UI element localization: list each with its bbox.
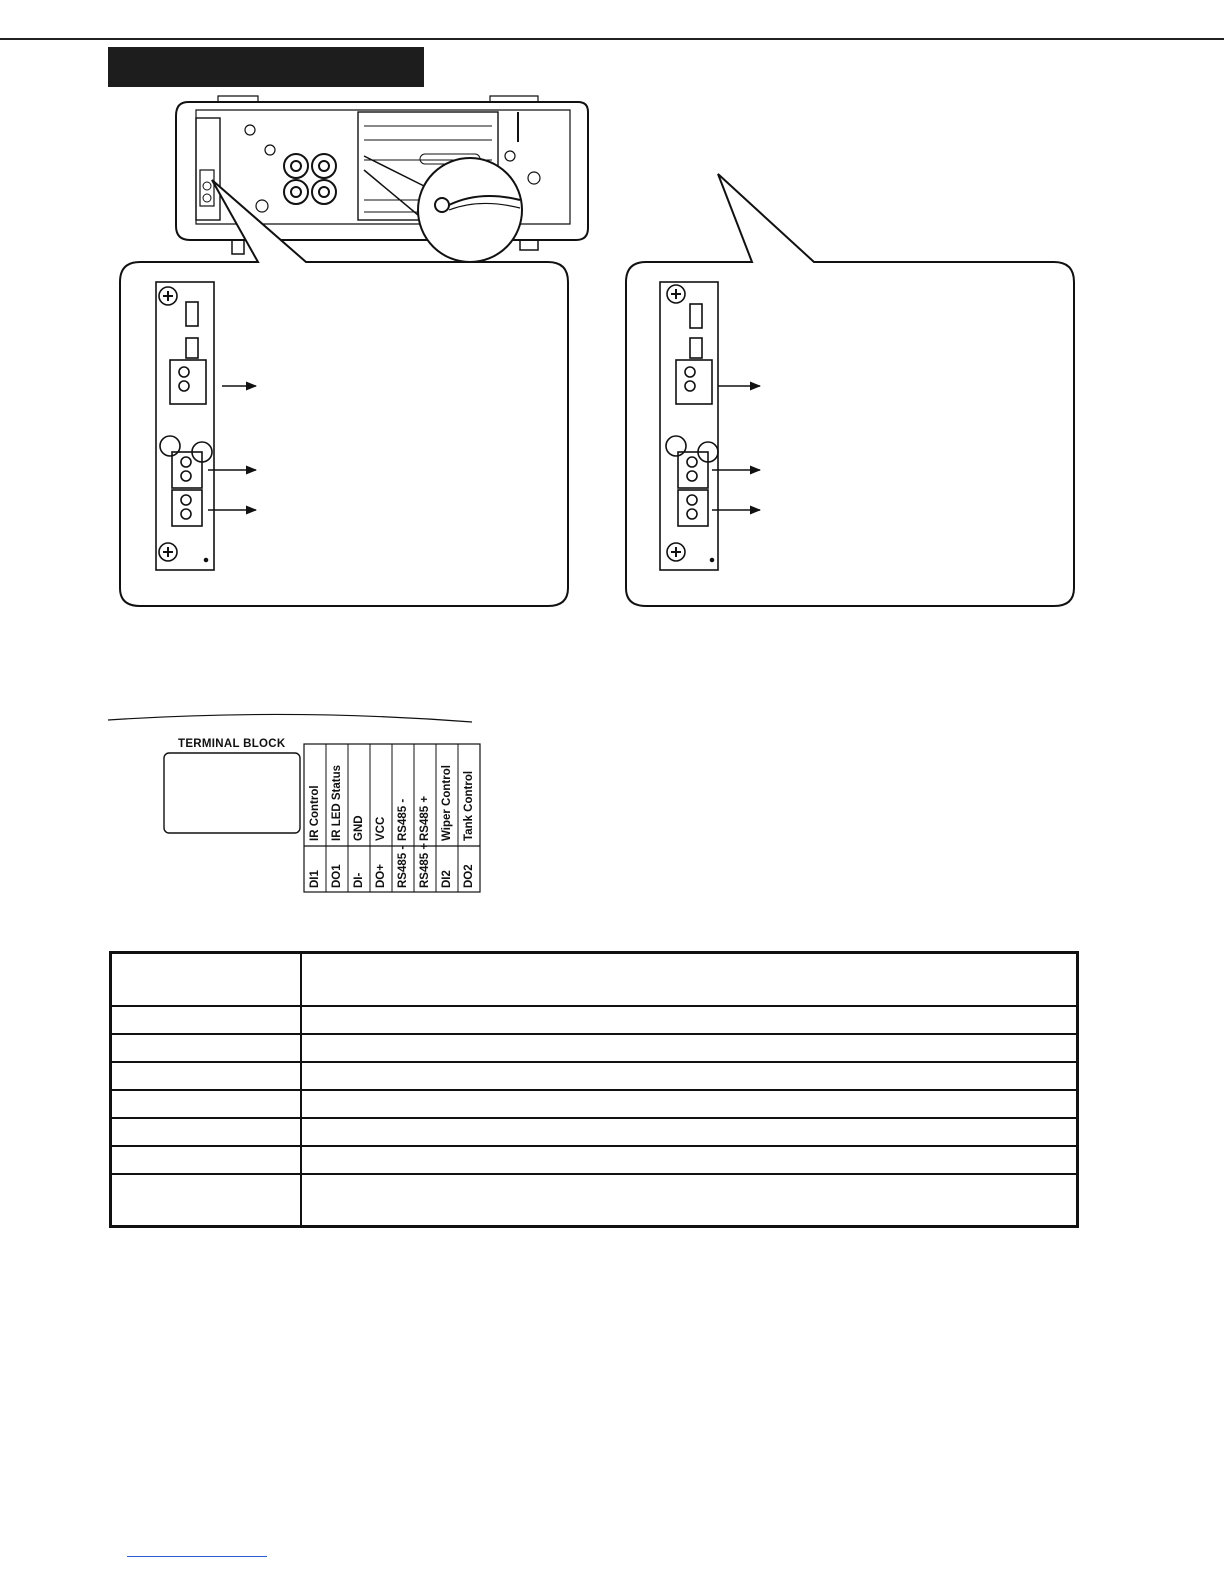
table-cell [111, 1006, 302, 1034]
pin-description-table [109, 951, 1079, 1228]
table-cell [111, 953, 302, 1006]
table-cell [301, 1090, 1078, 1118]
footer-link-underline[interactable] [127, 1556, 267, 1557]
table-row [111, 953, 1078, 1006]
table-cell [111, 1034, 302, 1062]
table-cell [111, 1090, 302, 1118]
table-cell [111, 1174, 302, 1227]
table-row [111, 1146, 1078, 1174]
table-cell [301, 1118, 1078, 1146]
table-cell [301, 1006, 1078, 1034]
table-cell [301, 1174, 1078, 1227]
table-row [111, 1118, 1078, 1146]
camera-housing [176, 96, 588, 254]
table-row [111, 1034, 1078, 1062]
table-cell [111, 1062, 302, 1090]
table-row [111, 1090, 1078, 1118]
table-cell [111, 1146, 302, 1174]
table-cell [111, 1118, 302, 1146]
table-row [111, 1006, 1078, 1034]
table-cell [301, 953, 1078, 1006]
terminal-block-title: TERMINAL BLOCK [178, 738, 286, 750]
table-cell [301, 1146, 1078, 1174]
table-row [111, 1062, 1078, 1090]
ground-lug-zoom [364, 156, 522, 262]
table-row [111, 1174, 1078, 1227]
table-cell [301, 1034, 1078, 1062]
table-cell [301, 1062, 1078, 1090]
